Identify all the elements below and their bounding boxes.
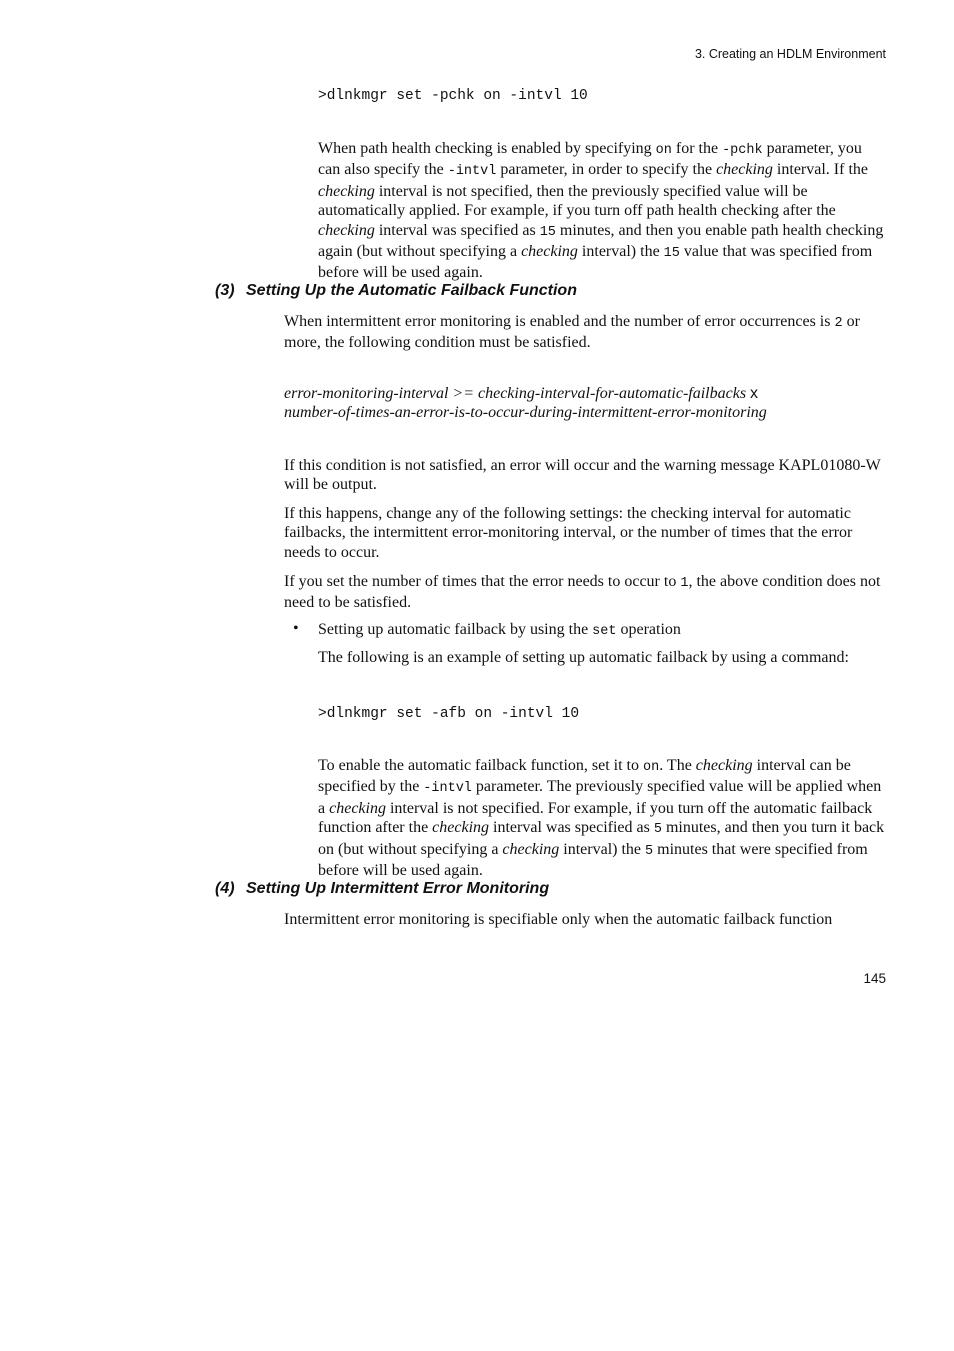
paragraph-path-health-checking: When path health checking is enabled by specifying on for the -pchk parameter, you can also specify the -intvl parameter, in order to specify the checking interval. If the checking interval is not specified, then the previously specified value will be automatically applied. For example, if you turn off path health checking after the checking interval was specified as 15 minutes, and then you enable path health checking again (but without specifying a checking interval) the 15 value that was specified from before will be used again. [318, 140, 884, 282]
paragraph-automatic-failback: To enable the automatic failback function, set it to on. The checking interval can be specified by the -intvl parameter. The previously specified value will be applied when a checking interval is not specified. For example, if you turn off the automatic failback function after the checking interval was specified as 5 minutes, and then you turn it back on (but without specifying a checking interval) the 5 minutes that were specified from before will be used again. [318, 757, 885, 880]
paragraph-intermittent-monitoring: Intermittent error monitoring is specifiable only when the automatic failback function [284, 911, 833, 928]
running-header: 3. Creating an HDLM Environment [694, 47, 886, 61]
section-heading-4: (4) Setting Up Intermittent Error Monitoring [215, 880, 550, 897]
condition-formula: error-monitoring-interval >= checking-interval-for-automatic-failbacks x number-of-times-an-error-is-to-occur-during-intermittent-error-monitoring [284, 385, 767, 422]
code-example-pchk: >dlnkmgr set -pchk on -intvl 10 [318, 88, 588, 104]
paragraph-number-of-times: If you set the number of times that the error needs to occur to 1, the above condition does not need to be satisfied. [284, 573, 881, 612]
bullet-marker: • [293, 620, 299, 637]
bullet-item-set-operation: Setting up automatic failback by using the set operation [318, 621, 681, 639]
paragraph-change-settings: If this happens, change any of the following settings: the checking interval for automatic failbacks, the intermittent error-monitoring interval, or the number of times that the error needs to occur. [284, 505, 853, 561]
code-example-afb: >dlnkmgr set -afb on -intvl 10 [318, 706, 580, 722]
page-number: 145 [863, 971, 886, 986]
paragraph-condition-intro: When intermittent error monitoring is enabled and the number of error occurrences is 2 or more, the following condition must be satisfied. [284, 313, 860, 352]
paragraph-warning-message: If this condition is not satisfied, an error will occur and the warning message KAPL01080-W will be output. [284, 457, 881, 494]
section-heading-3: (3) Setting Up the Automatic Failback Function [215, 282, 577, 299]
paragraph-example-intro: The following is an example of setting up automatic failback by using a command: [318, 649, 849, 666]
